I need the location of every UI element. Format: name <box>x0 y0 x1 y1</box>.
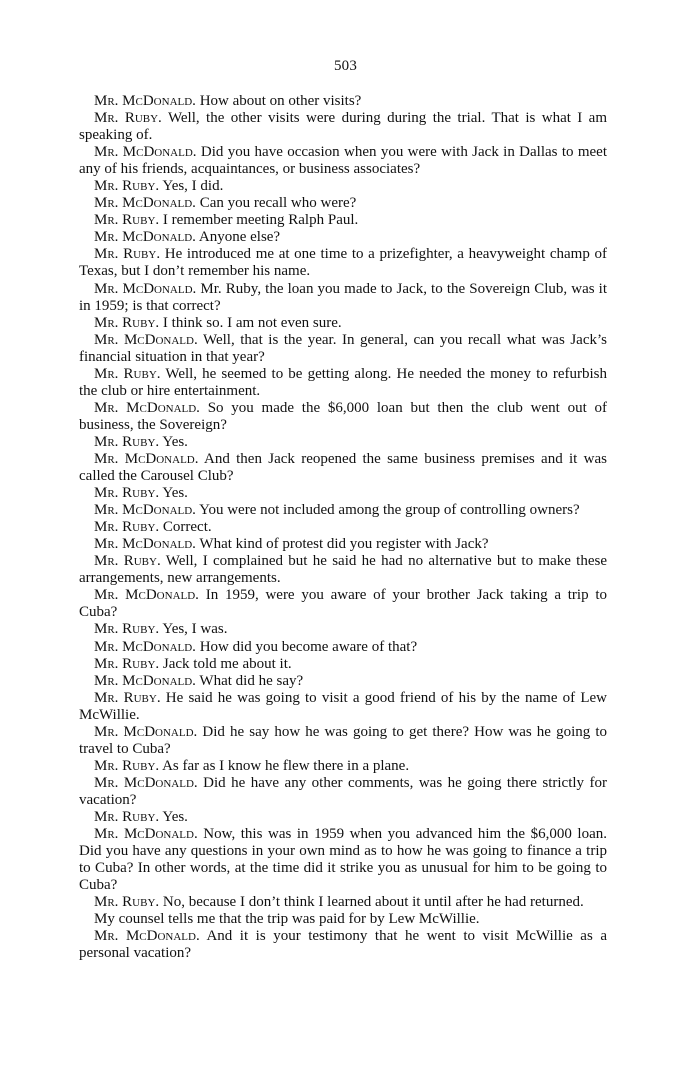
speech-text: Can you recall who were? <box>199 195 357 212</box>
speaker-name: Mr. McDonald. <box>94 450 199 467</box>
speaker-name: Mr. McDonald. <box>94 672 196 689</box>
testimony-paragraph <box>79 894 607 911</box>
testimony-paragraph <box>79 246 607 280</box>
speech-text: Well, the other visits were during during the trial. That is what I am speaking of. <box>79 110 608 144</box>
testimony-paragraph <box>79 673 607 690</box>
speech-text: I remember meeting Ralph Paul. <box>162 212 359 229</box>
speaker-name: Mr. McDonald. <box>94 502 196 519</box>
testimony-paragraph <box>79 928 607 962</box>
speaker-name: Mr. Ruby. <box>94 757 160 774</box>
testimony-paragraph <box>79 911 607 928</box>
speech-text: I think so. I am not even sure. <box>162 314 342 331</box>
speech-text: And then Jack reopened the same business premises and it was called the Carousel Club? <box>79 450 607 485</box>
speaker-name: Mr. McDonald. <box>94 280 197 297</box>
testimony-paragraph <box>79 519 607 536</box>
speaker-name: Mr. Ruby. <box>94 178 160 195</box>
speaker-name: Mr. McDonald. <box>94 144 197 161</box>
speech-text: Jack told me about it. <box>162 655 292 672</box>
speech-text: Yes, I was. <box>162 621 228 638</box>
testimony-paragraph <box>79 587 607 621</box>
testimony-body <box>79 93 607 962</box>
testimony-paragraph <box>79 621 607 638</box>
testimony-paragraph <box>79 690 607 724</box>
speaker-name: Mr. Ruby. <box>94 365 161 382</box>
speaker-name: Mr. McDonald. <box>94 723 198 740</box>
testimony-paragraph <box>79 724 607 758</box>
speaker-name: Mr. Ruby. <box>94 655 160 672</box>
speech-text: He said he was going to visit a good friend of his by the name of Lew McWillie. <box>79 689 607 723</box>
speech-text: Yes. <box>162 808 188 825</box>
speaker-name: Mr. McDonald. <box>94 536 196 553</box>
speech-text: Mr. Ruby, the loan you made to Jack, to the Sovereign Club, was it in 1959; is that correct? <box>79 280 608 314</box>
speaker-name: Mr. McDonald. <box>94 93 196 109</box>
speaker-name: Mr. McDonald. <box>94 638 196 655</box>
speaker-name: Mr. Ruby. <box>94 621 160 638</box>
testimony-paragraph <box>79 93 607 110</box>
speaker-name: Mr. Ruby. <box>94 246 161 263</box>
speech-text: Anyone else? <box>198 229 281 246</box>
speech-text: What kind of protest did you register with Jack? <box>199 536 489 553</box>
testimony-paragraph <box>79 332 607 366</box>
testimony-paragraph <box>79 775 607 809</box>
speech-text: My counsel tells me that the trip was paid for by Lew McWillie. <box>94 911 480 928</box>
speech-text: You were not included among the group of controlling owners? <box>199 502 580 519</box>
speech-text: Did he have any other comments, was he going there strictly for vacation? <box>79 774 608 808</box>
speech-text: How about on other visits? <box>199 93 362 109</box>
speech-text: He introduced me at one time to a prizefighter, a heavyweight champ of Texas, but I don’t remember his name. <box>79 246 608 280</box>
speaker-name: Mr. Ruby. <box>94 808 160 825</box>
testimony-paragraph <box>79 485 607 502</box>
testimony-paragraph <box>79 315 607 332</box>
speaker-name: Mr. McDonald. <box>94 774 198 791</box>
speech-text: What did he say? <box>199 672 304 689</box>
testimony-paragraph <box>79 656 607 673</box>
speech-text: And it is your testimony that he went to visit McWillie as a personal vacation? <box>79 928 607 962</box>
speech-text: Well, I complained but he said he had no alternative but to make these arrangements, new arrangements. <box>79 553 607 587</box>
speech-text: Yes. <box>162 485 188 502</box>
speaker-name: Mr. McDonald. <box>94 928 200 945</box>
testimony-paragraph <box>79 502 607 519</box>
speech-text: Well, he seemed to be getting along. He needed the money to refurbish the club or hire entertainment. <box>79 365 607 399</box>
speech-text: Well, that is the year. In general, can you recall what was Jack’s financial situation in that year? <box>79 331 607 365</box>
testimony-paragraph <box>79 536 607 553</box>
speech-text: How did you become aware of that? <box>199 638 418 655</box>
testimony-paragraph <box>79 809 607 826</box>
speech-text: Did you have occasion when you were with Jack in Dallas to meet any of his friends, acquaintances, or business associates? <box>79 144 607 178</box>
testimony-paragraph <box>79 110 607 144</box>
speaker-name: Mr. McDonald. <box>94 399 200 416</box>
speech-text: No, because I don’t think I learned about it until after he had returned. <box>162 894 584 911</box>
testimony-paragraph <box>79 178 607 195</box>
speaker-name: Mr. Ruby. <box>94 689 161 706</box>
speaker-name: Mr. McDonald. <box>94 229 196 246</box>
speaker-name: Mr. McDonald. <box>94 587 199 604</box>
speaker-name: Mr. McDonald. <box>94 826 198 843</box>
speaker-name: Mr. Ruby. <box>94 519 160 536</box>
testimony-paragraph <box>79 639 607 656</box>
speech-text: Correct. <box>162 519 212 536</box>
speaker-name: Mr. Ruby. <box>94 485 160 502</box>
speech-text: As far as I know he flew there in a plane. <box>162 757 410 774</box>
testimony-paragraph <box>79 434 607 451</box>
speaker-name: Mr. McDonald. <box>94 331 198 348</box>
speaker-name: Mr. Ruby. <box>94 433 160 450</box>
page-number: 503 <box>333 58 358 74</box>
speaker-name: Mr. Ruby. <box>94 212 160 229</box>
testimony-paragraph <box>79 366 607 400</box>
speaker-name: Mr. Ruby. <box>94 110 162 127</box>
testimony-paragraph <box>79 195 607 212</box>
testimony-paragraph <box>79 451 607 485</box>
testimony-paragraph <box>79 826 607 894</box>
speaker-name: Mr. McDonald. <box>94 195 196 212</box>
testimony-paragraph <box>79 758 607 775</box>
speech-text: Yes. <box>162 433 188 450</box>
speech-text: So you made the $6,000 loan but then the club went out of business, the Sovereign? <box>79 399 607 433</box>
speech-text: Now, this was in 1959 when you advanced him the $6,000 loan. Did you have any questions in your own mind as to how he was going to finance a trip to Cuba? In other words, at the time did it strike you as unusual for him to be going to Cuba? <box>79 826 607 894</box>
speaker-name: Mr. Ruby. <box>94 894 160 911</box>
testimony-paragraph <box>79 229 607 246</box>
speech-text: In 1959, were you aware of your brother Jack taking a trip to Cuba? <box>79 587 608 621</box>
speaker-name: Mr. Ruby. <box>94 314 160 331</box>
testimony-paragraph <box>79 144 607 178</box>
testimony-paragraph <box>79 400 607 434</box>
testimony-paragraph <box>79 212 607 229</box>
speech-text: Yes, I did. <box>162 178 224 195</box>
speech-text: Did he say how he was going to get there? How was he going to travel to Cuba? <box>79 723 607 757</box>
testimony-paragraph <box>79 553 607 587</box>
speaker-name: Mr. Ruby. <box>94 553 161 570</box>
testimony-paragraph <box>79 281 607 315</box>
